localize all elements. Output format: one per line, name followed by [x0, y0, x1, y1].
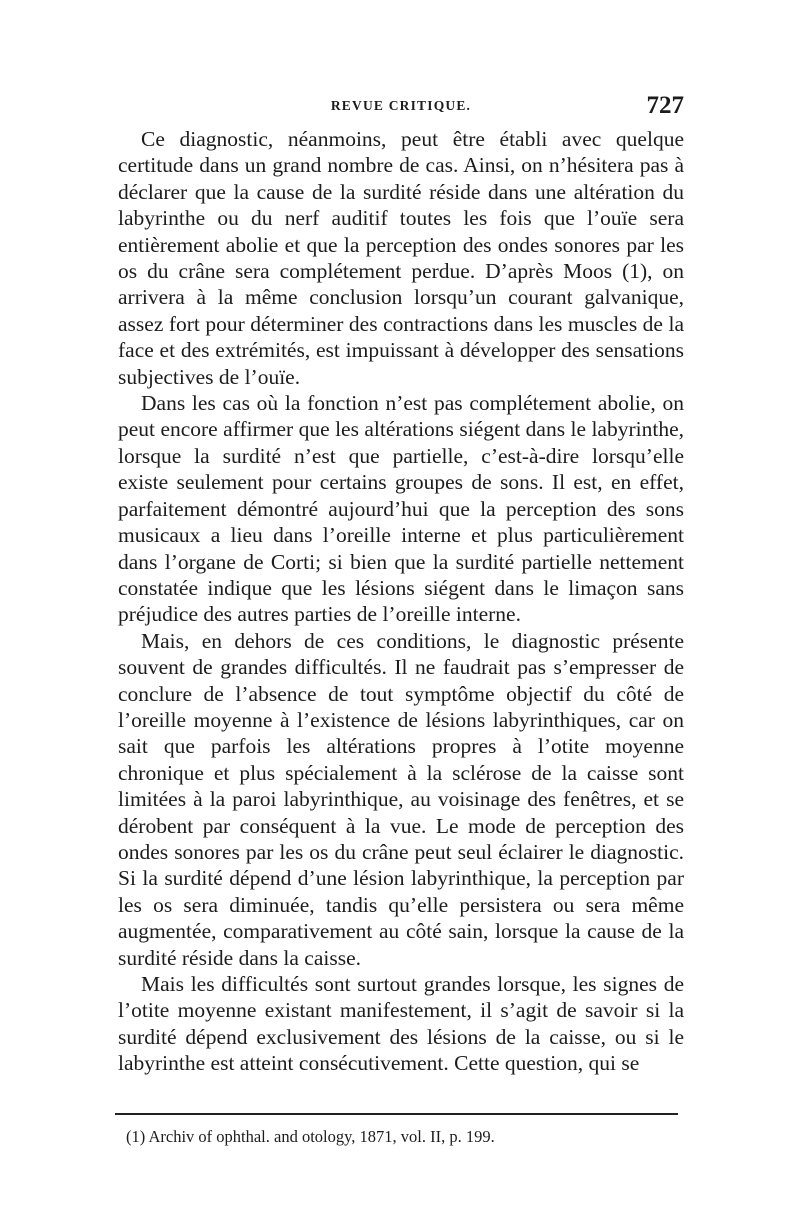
footnote-rule: [115, 1113, 678, 1115]
footnote: (1) Archiv of ophthal. and otology, 1871, vol. II, p. 199.: [126, 1127, 495, 1146]
running-head: REVUE CRITIQUE.: [330, 98, 472, 113]
paragraph-4: Mais les difficultés sont surtout grandes lorsque, les signes de l’otite moyenne existant manifestement, il s’agit de savoir si la surdité dépend exclusivement des lésions de la caisse, ou si le labyrinthe est atteint consécutivement. Cette question, qui se: [118, 972, 684, 1076]
paragraph-1: Ce diagnostic, néanmoins, peut être établi avec quelque certitude dans un grand nombre de cas. Ainsi, on n’hésitera pas à déclarer que la cause de la surdité réside dans une altération du labyrinthe ou du nerf auditif toutes les fois que l’ouïe sera entièrement abolie et que la perception des ondes sonores par les os du crâne sera complétement perdue. D’après Moos (1), on arrivera à la même conclusion lorsqu’un courant galvanique, assez fort pour déterminer des contractions dans les muscles de la face et des extrémités, est impuissant à développer des sensations subjectives de l’ouïe.: [118, 127, 684, 389]
paragraph-2: Dans les cas où la fonction n’est pas complétement abolie, on peut encore affirmer que les altérations siégent dans le labyrinthe, lorsque la surdité n’est que partielle, c’est-à-dire lorsqu’elle existe seulement pour certains groupes de sons. Il est, en effet, parfaitement démontré aujourd’hui que la perception des sons musicaux a lieu dans l’oreille interne et plus particulièrement dans l’organe de Corti; si bien que la surdité partielle nettement constatée indique que les lésions siégent dans le limaçon sans préjudice des autres parties de l’oreille interne.: [118, 391, 684, 627]
paragraph-3: Mais, en dehors de ces conditions, le diagnostic présente souvent de grandes difficultés. Il ne faudrait pas s’empresser de conclure de l’absence de tout symptôme objectif du côté de l’oreille moyenne à l’existence de lésions labyrinthiques, car on sait que parfois les altérations propres à l’otite moyenne chronique et plus spécialement à la sclérose de la caisse sont limitées à la paroi labyrinthique, au voisinage des fenêtres, et se dérobent par conséquent à la vue. Le mode de perception des ondes sonores par les os du crâne peut seul éclairer le diagnostic. Si la surdité dépend d’une lésion labyrinthique, la perception par les os sera diminuée, tandis qu’elle persistera ou sera même augmentée, comparativement au côté sain, lorsque la cause de la surdité réside dans la caisse.: [118, 628, 684, 970]
body-text: [118, 126, 684, 1077]
page-number: 727: [646, 92, 684, 119]
page-header: [118, 92, 684, 122]
